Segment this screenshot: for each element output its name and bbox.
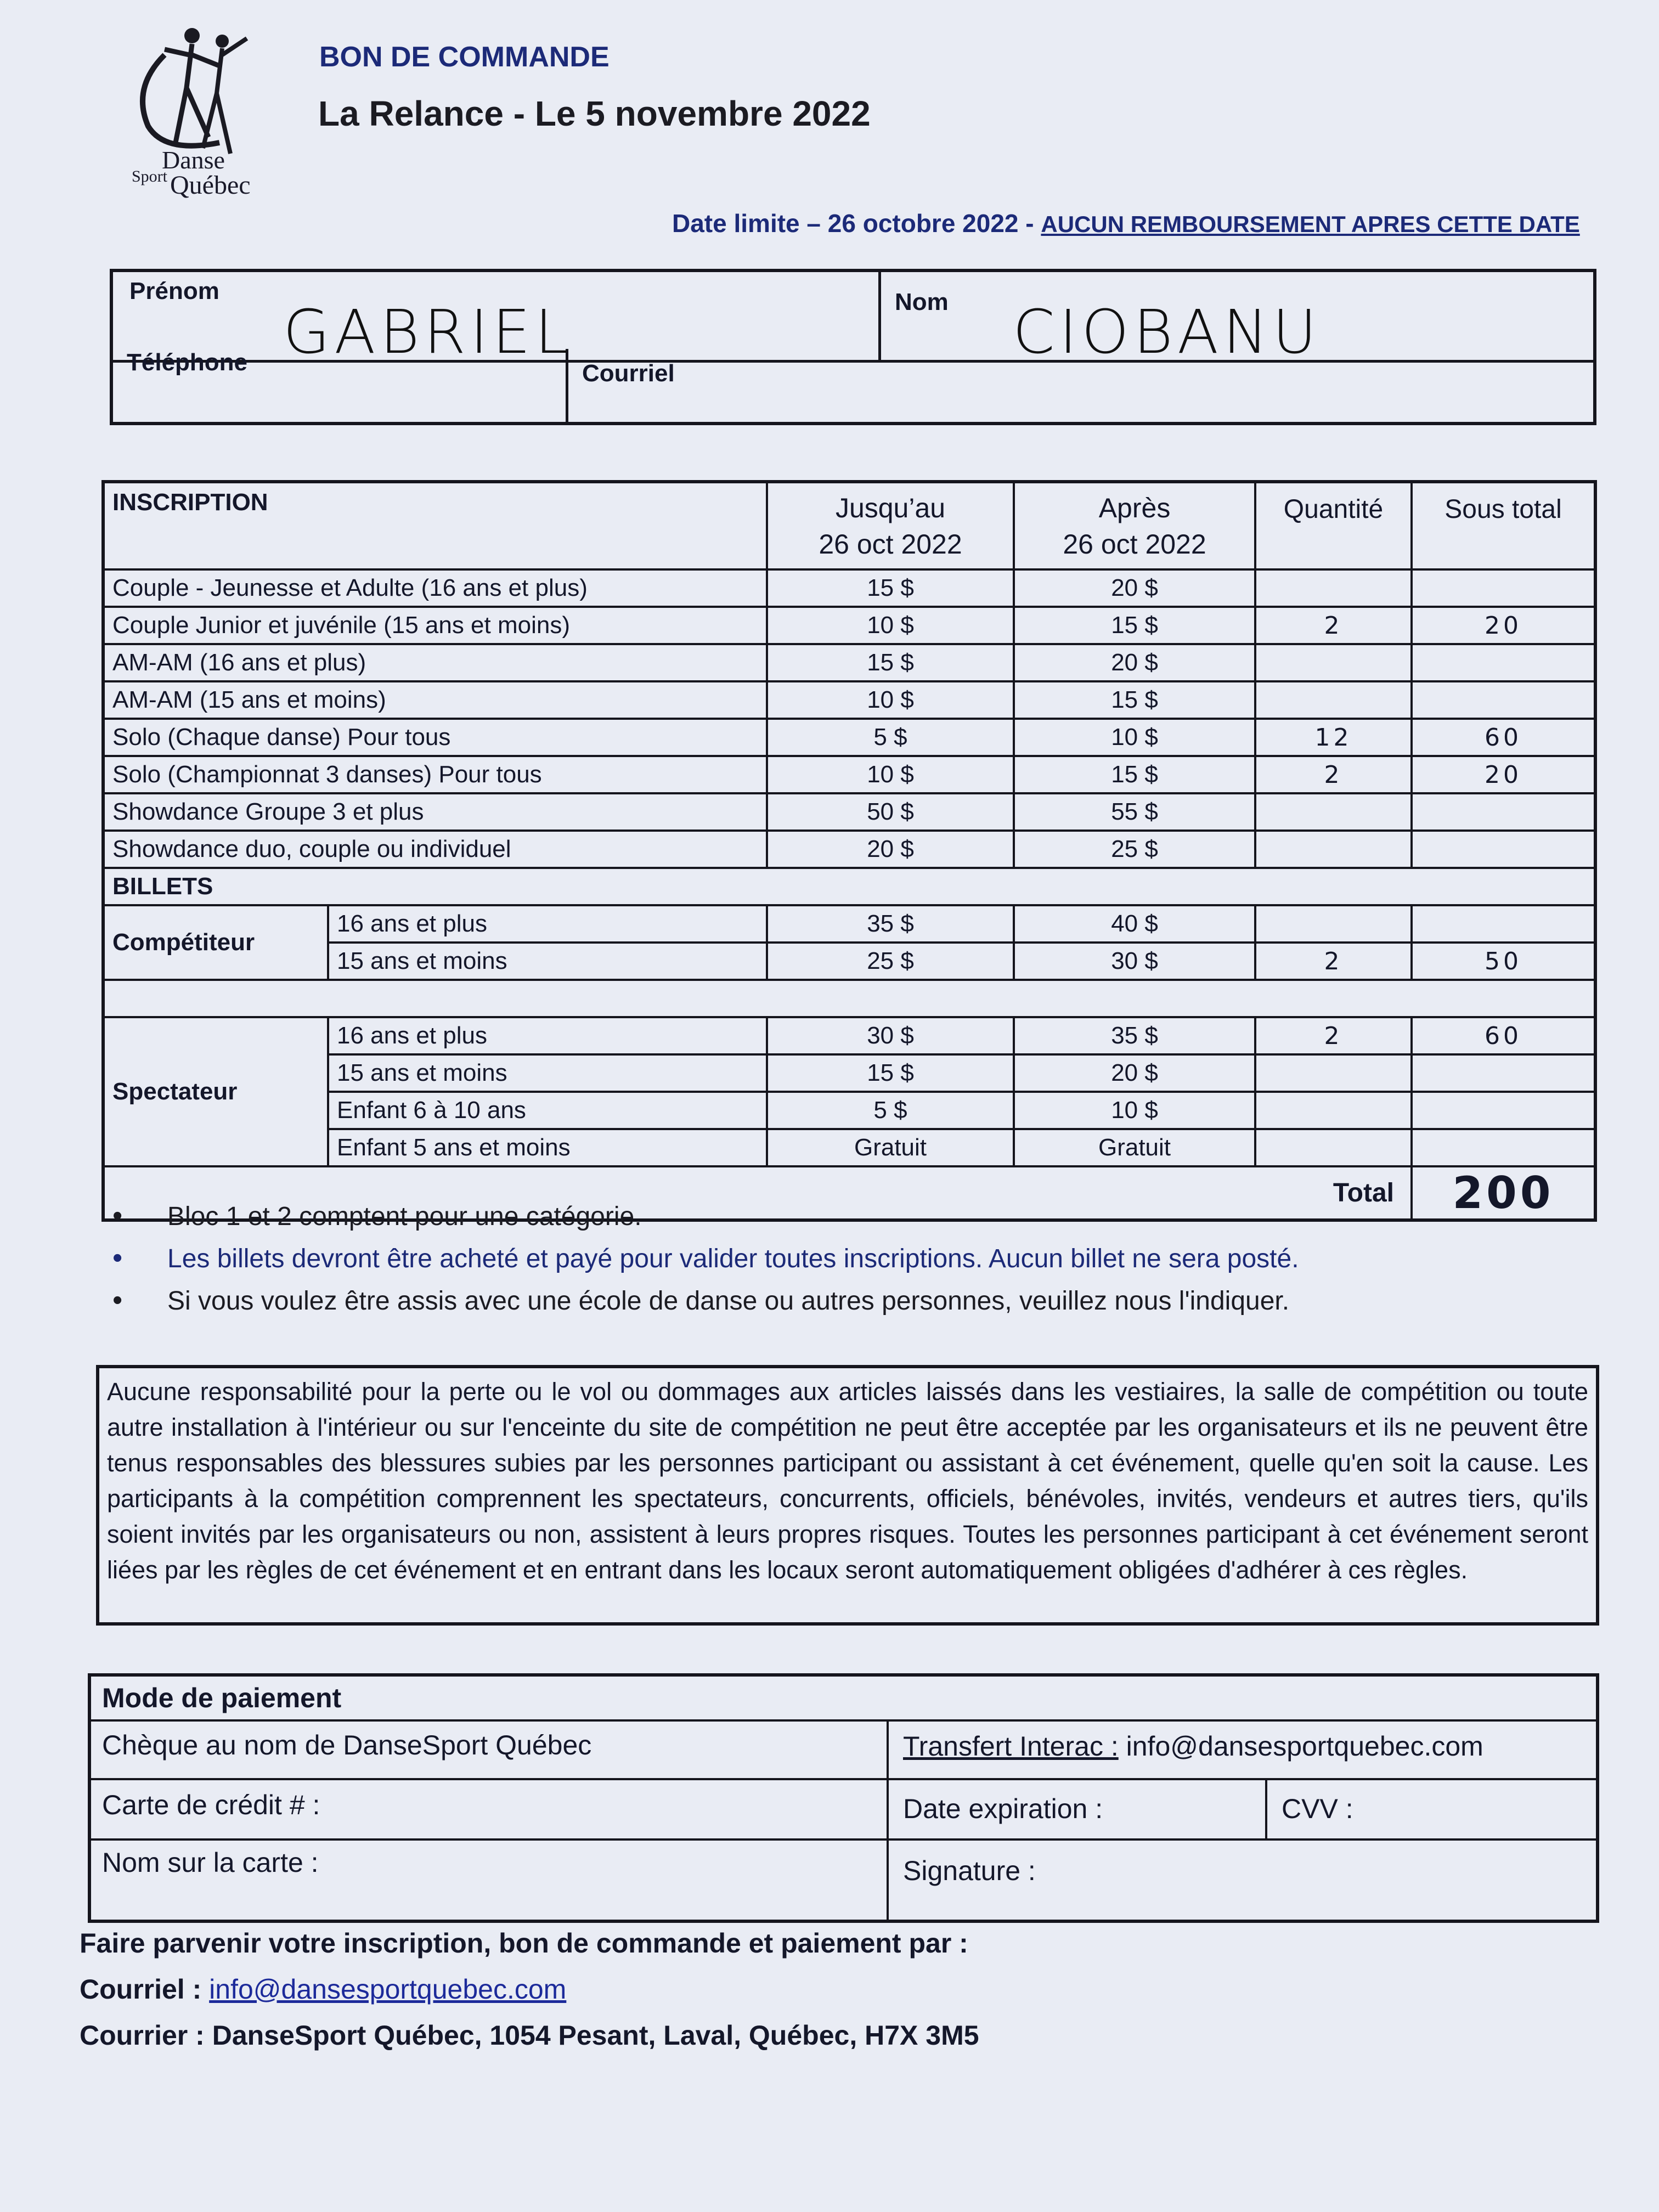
cvv-label: CVV :: [1282, 1793, 1353, 1824]
quantity-cell[interactable]: 2: [1255, 607, 1412, 644]
footer-mail-line: [80, 2012, 979, 2058]
prenom-label: Prénom: [129, 278, 219, 304]
footer: [80, 1920, 979, 2058]
logo-word-quebec: Québec: [170, 171, 251, 200]
row-label: 16 ans et plus: [328, 1017, 767, 1054]
before-header-line1: Jusqu’au: [835, 492, 946, 523]
price-after: 15 $: [1014, 756, 1255, 793]
quantity-cell[interactable]: 12: [1255, 719, 1412, 756]
row-label: AM-AM (16 ans et plus): [103, 644, 767, 681]
document-type: BON DE COMMANDE: [319, 41, 610, 73]
subtotal-cell[interactable]: [1412, 905, 1595, 943]
interac-option: [903, 1730, 1483, 1762]
subtotal-cell[interactable]: [1412, 831, 1595, 868]
footer-instructions: Faire parvenir votre inscription, bon de commande et paiement par :: [80, 1928, 968, 1959]
liability-disclaimer: Aucune responsabilité pour la perte ou le vol ou dommages aux articles laissés dans les vestiaires, la salle de compétition ou toute autre installation à l'intérieur ou sur l'enceinte du site de compétition ne peut être acceptée par les organisateurs et ils ne peuvent être tenus responsables des blessures subies par les personnes participant ou assistant à cet événement, quelle qu'en soit la cause. Les participants à la compétition comprennent les spectateurs, concurrents, officiels, bénévoles, invités, vendeurs et autres tiers, qu'ils soient invités par les organisateurs ou non, assistent à leurs propres risques. Toutes les personnes participant à cet événement seront liées par les règles de cet événement et en entrant dans les locaux seront automatiquement obligées d'adhérer à ces règles.: [96, 1365, 1599, 1626]
quantity-cell[interactable]: 2: [1255, 943, 1412, 980]
quantity-cell[interactable]: [1255, 1092, 1412, 1129]
subtotal-cell[interactable]: 20: [1412, 607, 1595, 644]
price-after: 15 $: [1014, 607, 1255, 644]
price-after: 15 $: [1014, 681, 1255, 719]
subtotal-cell[interactable]: [1412, 1092, 1595, 1129]
quantity-cell[interactable]: 2: [1255, 1017, 1412, 1054]
price-after: 20 $: [1014, 1054, 1255, 1092]
price-before: 10 $: [767, 756, 1014, 793]
inscription-header: INSCRIPTION: [103, 482, 767, 569]
row-label: Showdance Groupe 3 et plus: [103, 793, 767, 831]
subtotal-header: Sous total: [1412, 482, 1595, 569]
price-before: 5 $: [767, 1092, 1014, 1129]
row-label: AM-AM (15 ans et moins): [103, 681, 767, 719]
expiration-label: Date expiration :: [903, 1793, 1103, 1824]
total-value[interactable]: 200: [1412, 1166, 1595, 1220]
before-header-line2: 26 oct 2022: [819, 528, 962, 560]
before-deadline-header: [767, 482, 1014, 569]
table-row: [103, 756, 1595, 793]
price-after: Gratuit: [1014, 1129, 1255, 1166]
contact-box: [110, 269, 1596, 425]
row-label: 16 ans et plus: [328, 905, 767, 943]
subtotal-cell[interactable]: 50: [1412, 943, 1595, 980]
subtotal-cell[interactable]: [1412, 569, 1595, 607]
row-label: Enfant 5 ans et moins: [328, 1129, 767, 1166]
deadline: [672, 208, 1580, 238]
row-label: Couple Junior et juvénile (15 ans et moins): [103, 607, 767, 644]
table-row: [103, 681, 1595, 719]
quantity-cell[interactable]: [1255, 681, 1412, 719]
order-table: [101, 480, 1597, 1222]
after-header-line1: Après: [1098, 492, 1171, 523]
logo-word-danse: Danse: [162, 146, 225, 174]
deadline-text: Date limite – 26 octobre 2022 -: [672, 209, 1034, 238]
price-before: 5 $: [767, 719, 1014, 756]
quantity-cell[interactable]: [1255, 905, 1412, 943]
note-item: • Bloc 1 et 2 comptent pour une catégorie.: [112, 1201, 1299, 1232]
price-before: Gratuit: [767, 1129, 1014, 1166]
prenom-value[interactable]: GABRIEL: [283, 297, 573, 367]
nom-value[interactable]: CIOBANU: [1013, 297, 1321, 367]
card-number-label: Carte de crédit # :: [102, 1790, 320, 1820]
subtotal-cell[interactable]: [1412, 1054, 1595, 1092]
table-row: [103, 607, 1595, 644]
price-after: 55 $: [1014, 793, 1255, 831]
spacer-row: [103, 980, 1595, 1017]
quantity-cell[interactable]: [1255, 793, 1412, 831]
table-row: [103, 569, 1595, 607]
subtotal-cell[interactable]: [1412, 644, 1595, 681]
table-row: [103, 793, 1595, 831]
row-label: Couple - Jeunesse et Adulte (16 ans et plus): [103, 569, 767, 607]
total-label: Total: [103, 1166, 1412, 1220]
spectateur-label: Spectateur: [103, 1017, 328, 1166]
price-after: 40 $: [1014, 905, 1255, 943]
quantity-cell[interactable]: 2: [1255, 756, 1412, 793]
price-before: 20 $: [767, 831, 1014, 868]
subtotal-cell[interactable]: 60: [1412, 1017, 1595, 1054]
price-after: 25 $: [1014, 831, 1255, 868]
table-row: [103, 644, 1595, 681]
price-after: 10 $: [1014, 1092, 1255, 1129]
table-row: [103, 1017, 1595, 1054]
price-before: 25 $: [767, 943, 1014, 980]
footer-mail-label: Courrier :: [80, 2020, 205, 2051]
interac-email: info@dansesportquebec.com: [1126, 1731, 1483, 1762]
after-header-line2: 26 oct 2022: [1063, 528, 1206, 560]
payment-box: [88, 1673, 1599, 1923]
quantity-cell[interactable]: [1255, 1129, 1412, 1166]
row-label: 15 ans et moins: [328, 1054, 767, 1092]
card-name-label: Nom sur la carte :: [102, 1847, 319, 1878]
interac-label: Transfert Interac :: [903, 1731, 1119, 1762]
price-before: 15 $: [767, 569, 1014, 607]
subtotal-cell[interactable]: [1412, 681, 1595, 719]
quantity-cell[interactable]: [1255, 644, 1412, 681]
subtotal-cell[interactable]: [1412, 1129, 1595, 1166]
footer-mail-address: DanseSport Québec, 1054 Pesant, Laval, Québec, H7X 3M5: [212, 2020, 979, 2051]
row-label: Solo (Chaque danse) Pour tous: [103, 719, 767, 756]
price-after: 30 $: [1014, 943, 1255, 980]
row-label: Enfant 6 à 10 ans: [328, 1092, 767, 1129]
quantity-cell[interactable]: [1255, 1054, 1412, 1092]
price-before: 30 $: [767, 1017, 1014, 1054]
logo-word-sport: Sport: [132, 167, 168, 185]
row-label: 15 ans et moins: [328, 943, 767, 980]
price-before: 15 $: [767, 644, 1014, 681]
price-before: 10 $: [767, 607, 1014, 644]
note-item: • Si vous voulez être assis avec une école de danse ou autres personnes, veuillez nous l'indiquer.: [112, 1286, 1299, 1316]
quantity-header: Quantité: [1255, 482, 1412, 569]
note-item: • Les billets devront être acheté et payé pour valider toutes inscriptions. Aucun billet ne sera posté.: [112, 1244, 1299, 1274]
price-after: 10 $: [1014, 719, 1255, 756]
row-label: Solo (Championnat 3 danses) Pour tous: [103, 756, 767, 793]
billets-header: BILLETS: [103, 868, 1595, 905]
subtotal-cell[interactable]: 60: [1412, 719, 1595, 756]
table-row: [103, 905, 1595, 943]
footer-email-link[interactable]: info@dansesportquebec.com: [209, 1974, 567, 2005]
quantity-cell[interactable]: [1255, 569, 1412, 607]
signature-label: Signature :: [903, 1855, 1036, 1886]
cheque-option: Chèque au nom de DanseSport Québec: [102, 1730, 592, 1760]
price-after: 20 $: [1014, 569, 1255, 607]
no-refund-notice: AUCUN REMBOURSEMENT APRES CETTE DATE: [1041, 211, 1580, 237]
price-after: 20 $: [1014, 644, 1255, 681]
price-before: 15 $: [767, 1054, 1014, 1092]
table-row: [103, 719, 1595, 756]
price-before: 35 $: [767, 905, 1014, 943]
telephone-label: Téléphone: [127, 349, 248, 376]
price-after: 35 $: [1014, 1017, 1255, 1054]
quantity-cell[interactable]: [1255, 831, 1412, 868]
notes-list: [112, 1201, 1299, 1328]
competiteur-label: Compétiteur: [103, 905, 328, 980]
payment-title: Mode de paiement: [102, 1683, 342, 1713]
footer-email-line: [80, 1966, 979, 2012]
subtotal-cell[interactable]: [1412, 793, 1595, 831]
event-title: La Relance - Le 5 novembre 2022: [318, 94, 871, 133]
row-label: Showdance duo, couple ou individuel: [103, 831, 767, 868]
price-before: 50 $: [767, 793, 1014, 831]
after-deadline-header: [1014, 482, 1255, 569]
courriel-label: Courriel: [582, 360, 675, 387]
subtotal-cell[interactable]: 20: [1412, 756, 1595, 793]
nom-label: Nom: [895, 289, 949, 315]
price-before: 10 $: [767, 681, 1014, 719]
footer-email-label: Courriel :: [80, 1974, 202, 2005]
table-row: [103, 831, 1595, 868]
